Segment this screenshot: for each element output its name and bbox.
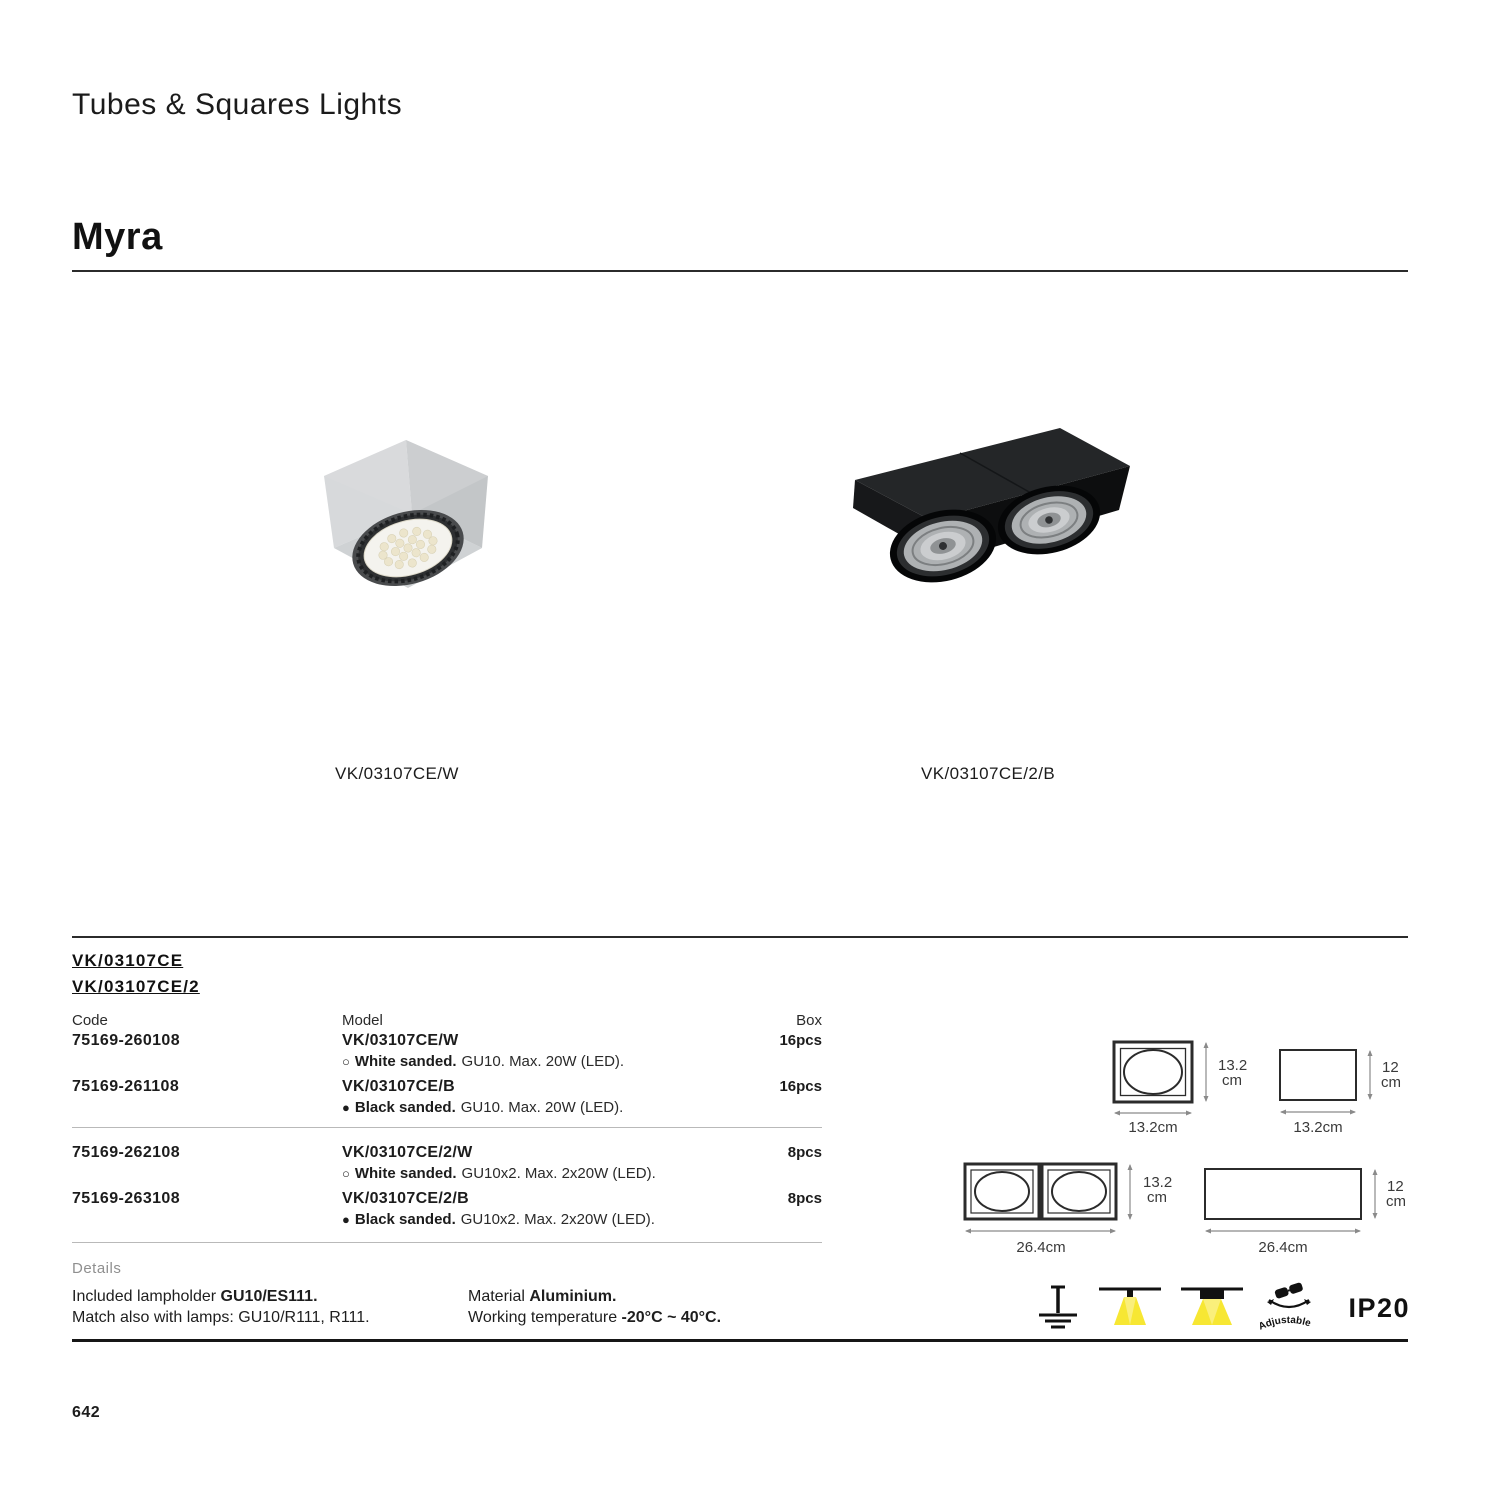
finish-dot: ● — [342, 1100, 350, 1115]
dim-height-value: 13.2 — [1143, 1174, 1173, 1191]
table-row — [72, 1032, 822, 1076]
product-photo-white-single — [302, 430, 502, 620]
box-quantity: 8pcs — [787, 1190, 822, 1207]
adjustable-icon-label: Adjustable — [1256, 1314, 1312, 1333]
finish-dot: ○ — [342, 1166, 350, 1181]
detail-text: Material — [468, 1288, 530, 1305]
model-description — [342, 1165, 762, 1182]
table-row — [72, 1078, 822, 1122]
product-code: 75169-262108 — [72, 1144, 181, 1161]
model-name: VK/03107CE/2/W — [342, 1144, 473, 1161]
table-row — [72, 1190, 822, 1234]
lamp-specs: GU10. Max. 20W (LED). — [461, 1053, 625, 1070]
model-name: VK/03107CE/2/B — [342, 1190, 469, 1207]
product-photo-black-double — [835, 420, 1145, 605]
finish-label: Black sanded. — [354, 1211, 456, 1228]
dimension-diagram-single-front — [1112, 1040, 1272, 1135]
detail-match-lamps: Match also with lamps: GU10/R111, R111. — [72, 1309, 370, 1326]
dim-height-value: 13.2 — [1218, 1057, 1248, 1074]
product-code: 75169-261108 — [72, 1078, 180, 1095]
model-cell — [342, 1078, 762, 1116]
box-quantity: 16pcs — [779, 1078, 822, 1095]
ip-rating: IP20 — [1348, 1293, 1410, 1323]
dim-height-unit: cm — [1386, 1193, 1406, 1210]
model-cell — [342, 1144, 762, 1182]
detail-lampholder — [72, 1288, 318, 1306]
finish-label: White sanded. — [354, 1165, 457, 1182]
product-caption-left: VK/03107CE/W — [335, 764, 459, 783]
section-rule — [72, 936, 1408, 938]
dim-width-label: 13.2cm — [1293, 1119, 1343, 1136]
model-description — [342, 1099, 762, 1116]
finish-label: White sanded. — [354, 1053, 457, 1070]
surface-mounted-light-icon — [1097, 1285, 1163, 1327]
dim-height-value: 12 — [1382, 1059, 1399, 1076]
finish-dot: ○ — [342, 1054, 350, 1069]
ground-connection-icon — [1036, 1283, 1080, 1331]
detail-text-bold: -20°C ~ 40°C. — [621, 1309, 722, 1326]
model-cell — [342, 1032, 762, 1070]
svg-text:Adjustable — [1257, 1315, 1312, 1333]
lamp-specs: GU10. Max. 20W (LED). — [460, 1099, 624, 1116]
detail-text-bold: GU10/ES111. — [220, 1288, 318, 1305]
table-row — [72, 1144, 822, 1188]
page-title: Myra — [72, 216, 163, 258]
page-number: 642 — [72, 1404, 101, 1421]
product-code-link-2[interactable]: VK/03107CE/2 — [72, 977, 200, 996]
finish-dot: ● — [342, 1212, 350, 1227]
category-header: Tubes & Squares Lights — [72, 88, 403, 121]
model-description — [342, 1211, 762, 1228]
dim-width-label: 26.4cm — [1258, 1239, 1308, 1256]
title-rule — [72, 270, 1408, 272]
model-cell — [342, 1190, 762, 1228]
dimension-diagram-double-front — [963, 1160, 1178, 1256]
dim-height-unit: cm — [1381, 1074, 1401, 1091]
lamp-specs: GU10x2. Max. 2x20W (LED). — [460, 1211, 655, 1228]
product-caption-right: VK/03107CE/2/B — [921, 764, 1056, 783]
table-bottom-divider — [72, 1242, 822, 1243]
dimension-diagram-single-side — [1278, 1044, 1418, 1136]
dim-width-label: 26.4cm — [1016, 1239, 1066, 1256]
dim-height-unit: cm — [1222, 1072, 1242, 1089]
detail-text-bold: Aluminium. — [529, 1288, 617, 1305]
detail-text: Included lampholder — [72, 1288, 221, 1305]
box-quantity: 16pcs — [779, 1032, 822, 1049]
column-header-code: Code — [72, 1012, 108, 1029]
row-divider — [72, 1127, 822, 1128]
detail-material — [468, 1288, 616, 1306]
surface-mounted-spotlight-icon — [1179, 1285, 1245, 1327]
product-code-link-1[interactable]: VK/03107CE — [72, 951, 184, 970]
dim-height-unit: cm — [1147, 1189, 1167, 1206]
footer-rule — [72, 1339, 1408, 1342]
detail-text: Working temperature — [468, 1309, 622, 1326]
details-label: Details — [72, 1260, 122, 1277]
lamp-specs: GU10x2. Max. 2x20W (LED). — [461, 1165, 656, 1182]
detail-working-temperature — [468, 1309, 721, 1327]
adjustable-icon — [1256, 1278, 1322, 1336]
dimension-diagram-double-side — [1203, 1162, 1413, 1256]
dim-width-label: 13.2cm — [1128, 1119, 1178, 1135]
finish-label: Black sanded. — [354, 1099, 456, 1116]
product-code: 75169-260108 — [72, 1032, 181, 1049]
model-description — [342, 1053, 762, 1070]
column-header-model: Model — [342, 1012, 383, 1029]
box-quantity: 8pcs — [787, 1144, 822, 1161]
column-header-box: Box — [796, 1012, 822, 1029]
product-code: 75169-263108 — [72, 1190, 181, 1207]
dim-height-value: 12 — [1387, 1178, 1404, 1195]
model-name: VK/03107CE/B — [342, 1078, 455, 1095]
model-name: VK/03107CE/W — [342, 1032, 459, 1049]
